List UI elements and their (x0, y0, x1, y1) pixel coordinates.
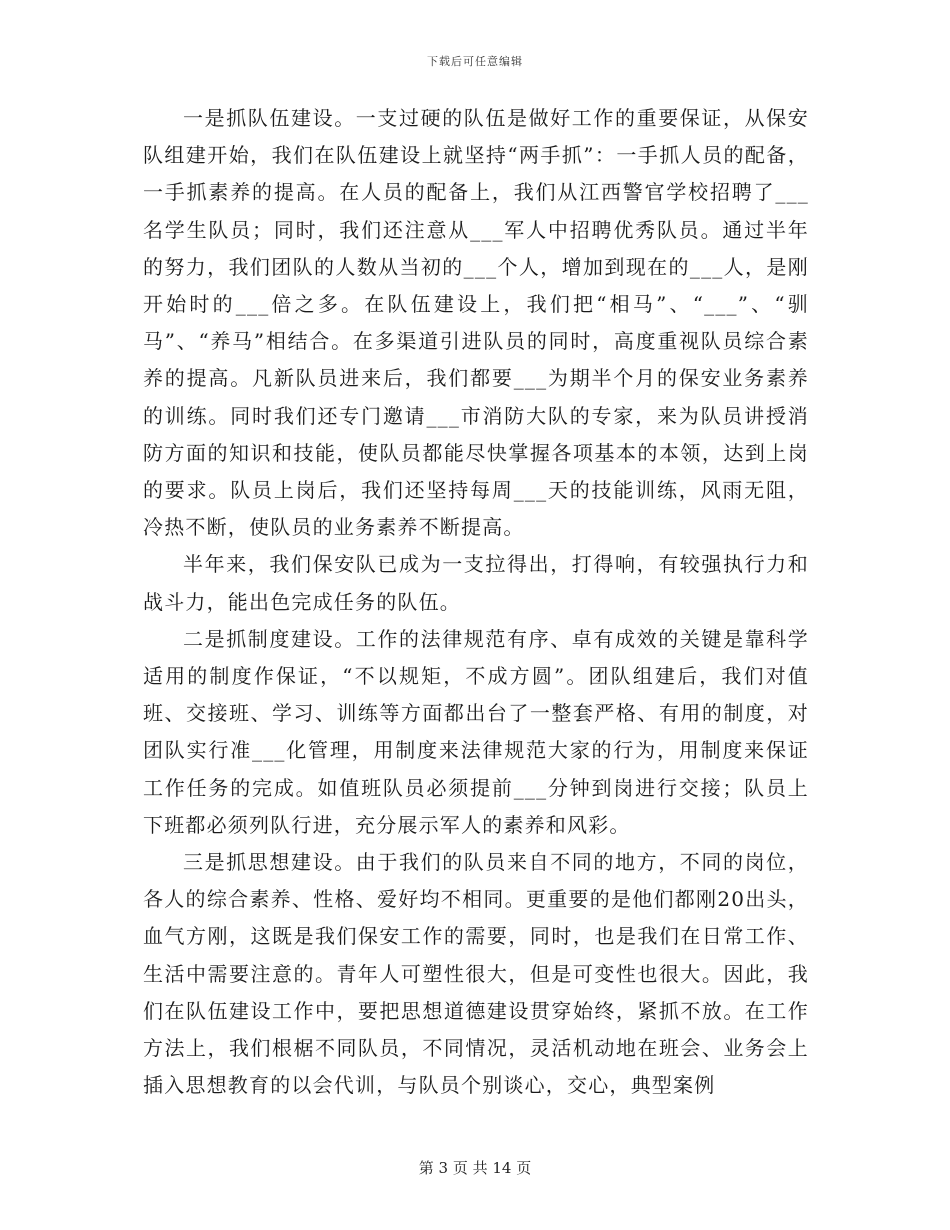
paragraph-team-building: 一是抓队伍建设。一支过硬的队伍是做好工作的重要保证，从保安队组建开始，我们在队伍建设上就坚持“两手抓”：一手抓人员的配备，一手抓素养的提高。在人员的配备上，我们从江西警官学校招聘了___名学生队员；同时，我们还注意从___军人中招聘优秀队员。通过半年的努力，我们团队的人数从当初的___个人，增加到现在的___人，是刚开始时的___倍之多。在队伍建设上，我们把“相马”、“___”、“驯马”、“养马”相结合。在多渠道引进队员的同时，高度重视队员综合素养的提高。凡新队员进来后，我们都要___为期半个月的保安业务素养的训练。同时我们还专门邀请___市消防大队的专家，来为队员讲授消防方面的知识和技能，使队员都能尽快掌握各项基本的本领，达到上岗的要求。队员上岗后，我们还坚持每周___天的技能训练，风雨无阻，冷热不断，使队员的业务素养不断提高。 (143, 106, 809, 540)
paragraph-half-year-summary: 半年来，我们保安队已成为一支拉得出，打得响，有较强执行力和战斗力，能出色完成任务的队伍。 (143, 552, 809, 614)
document-body (143, 100, 809, 1104)
paragraph-ideology-building: 三是抓思想建设。由于我们的队员来自不同的地方，不同的岗位，各人的综合素养、性格、爱好均不相同。更重要的是他们都刚20出头，血气方刚，这既是我们保安工作的需要，同时，也是我们在日常工作、生活中需要注意的。青年人可塑性很大，但是可变性也很大。因此，我们在队伍建设工作中，要把思想道德建设贯穿始终，紧抓不放。在工作方法上，我们根椐不同队员，不同情况，灵活机动地在班会、业务会上插入思想教育的以会代训，与队员个别谈心，交心，典型案例 (143, 850, 809, 1098)
paragraph-system-building: 二是抓制度建设。工作的法律规范有序、卓有成效的关键是靠科学适用的制度作保证，“不以规矩，不成方圆”。团队组建后，我们对值班、交接班、学习、训练等方面都出台了一整套严格、有用的制度，对团队实行准___化管理，用制度来法律规范大家的行为，用制度来保证工作任务的完成。如值班队员必须提前___分钟到岗进行交接；队员上下班都必须列队行进，充分展示军人的素养和风彩。 (143, 626, 809, 837)
page-header: 下载后可任意编辑 (427, 55, 523, 68)
page-number-footer: 第 3 页 共 14 页 (418, 1159, 532, 1177)
